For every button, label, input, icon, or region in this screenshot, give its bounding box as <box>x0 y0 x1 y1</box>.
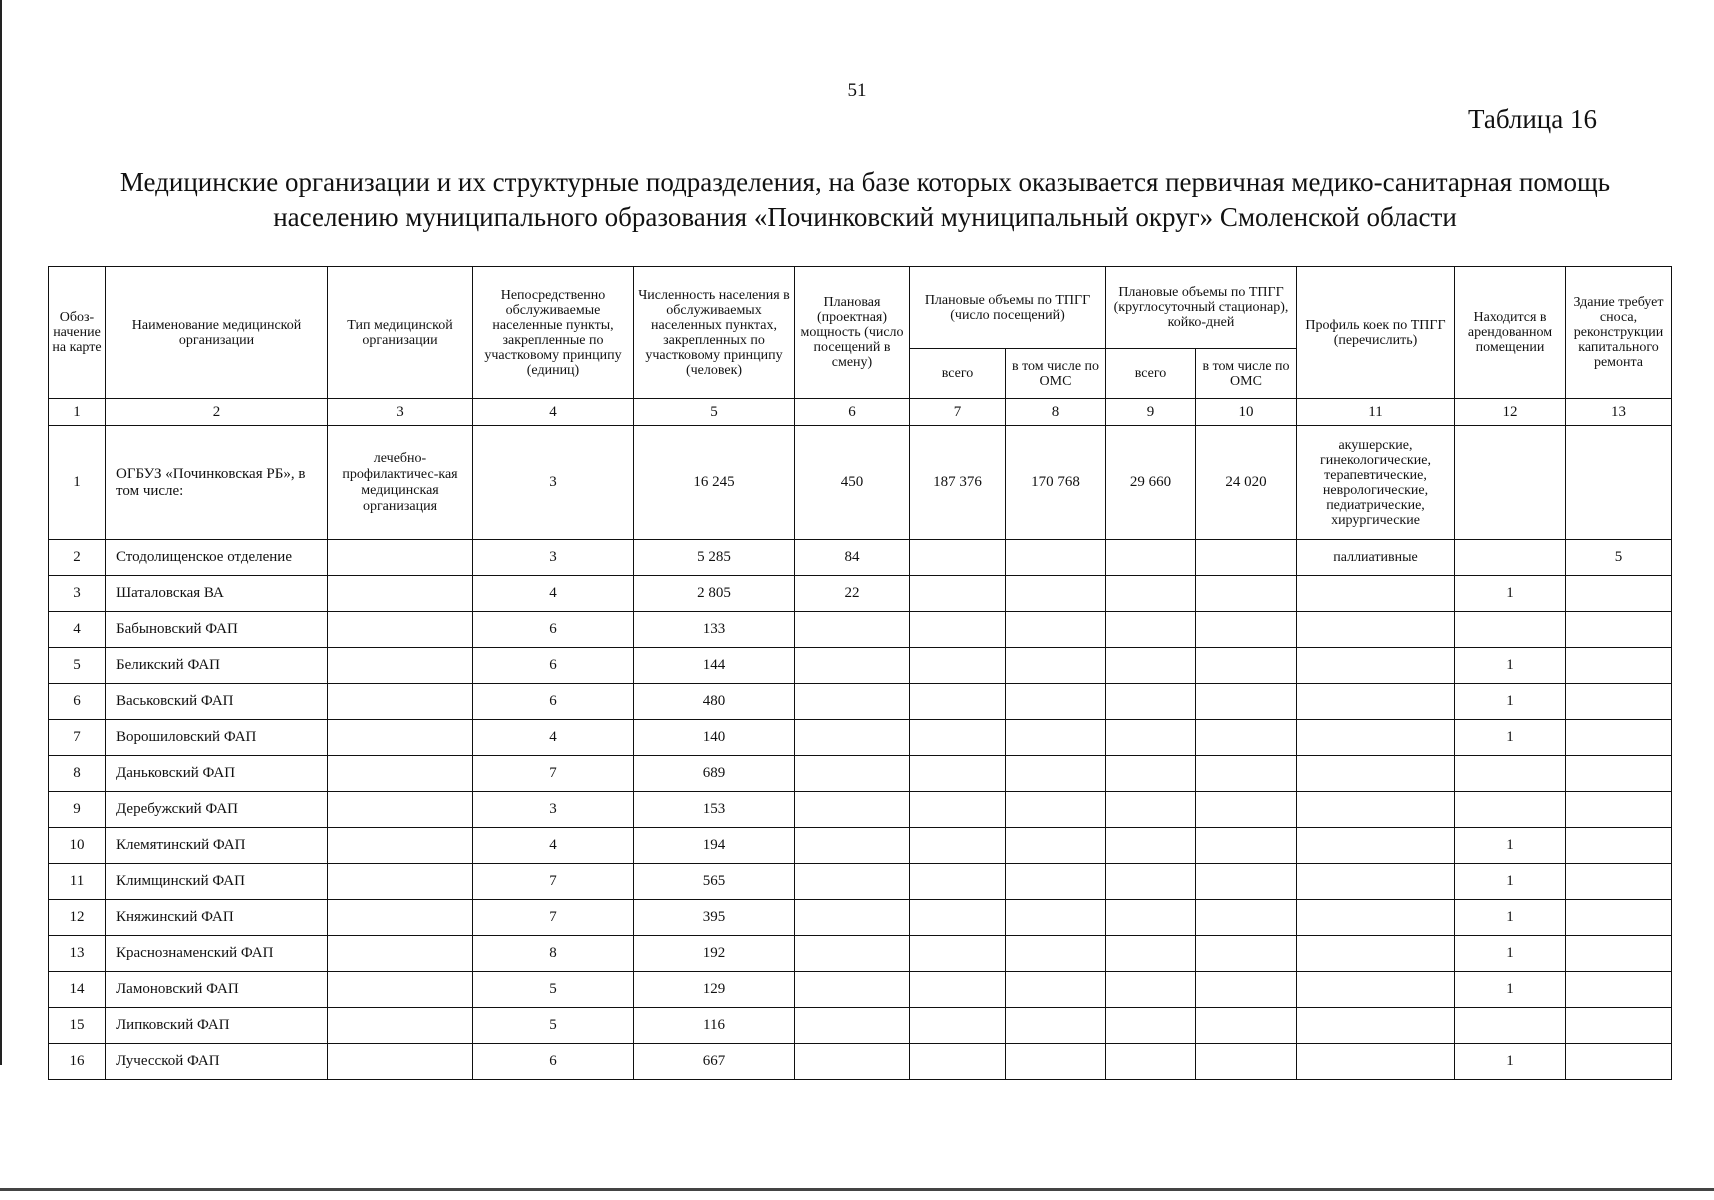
header-col-2: Наименование медицинской организации <box>106 267 328 399</box>
cell-profile <box>1297 1008 1455 1044</box>
cell-rented <box>1455 1008 1566 1044</box>
cell-type <box>328 972 473 1008</box>
cell-capacity: 22 <box>795 576 910 612</box>
cell-settlements: 5 <box>473 1008 634 1044</box>
cell-name: Клемятинский ФАП <box>106 828 328 864</box>
cell-capacity <box>795 864 910 900</box>
cell-beddays-oms <box>1196 612 1297 648</box>
cell-visits-total <box>910 1044 1006 1080</box>
cell-name: Липковский ФАП <box>106 1008 328 1044</box>
cell-rebuild <box>1566 972 1672 1008</box>
cell-n: 8 <box>49 756 106 792</box>
cell-name: Климщинский ФАП <box>106 864 328 900</box>
column-number: 1 <box>49 399 106 426</box>
cell-profile <box>1297 792 1455 828</box>
column-number: 2 <box>106 399 328 426</box>
cell-beddays-oms <box>1196 972 1297 1008</box>
cell-beddays-total <box>1106 1044 1196 1080</box>
cell-name: Ламоновский ФАП <box>106 972 328 1008</box>
cell-beddays-total <box>1106 540 1196 576</box>
cell-settlements: 3 <box>473 426 634 540</box>
cell-visits-oms <box>1006 864 1106 900</box>
cell-n: 7 <box>49 720 106 756</box>
cell-n: 9 <box>49 792 106 828</box>
cell-visits-total <box>910 540 1006 576</box>
cell-beddays-oms <box>1196 864 1297 900</box>
header-col-8: в том числе по ОМС <box>1006 349 1106 399</box>
cell-settlements: 4 <box>473 576 634 612</box>
cell-capacity <box>795 648 910 684</box>
cell-type <box>328 576 473 612</box>
cell-rebuild <box>1566 864 1672 900</box>
column-number: 10 <box>1196 399 1297 426</box>
column-number: 5 <box>634 399 795 426</box>
cell-n: 11 <box>49 864 106 900</box>
column-number: 4 <box>473 399 634 426</box>
header-col-12: Находится в арендованном помещении <box>1455 267 1566 399</box>
cell-profile <box>1297 720 1455 756</box>
cell-visits-total <box>910 612 1006 648</box>
table-row <box>49 576 1672 612</box>
cell-population: 480 <box>634 684 795 720</box>
header-col-1: Обоз-начение на карте <box>49 267 106 399</box>
cell-name: Шаталовская ВА <box>106 576 328 612</box>
cell-population: 689 <box>634 756 795 792</box>
cell-beddays-total <box>1106 936 1196 972</box>
cell-capacity <box>795 972 910 1008</box>
cell-beddays-total <box>1106 900 1196 936</box>
cell-type <box>328 1044 473 1080</box>
cell-n: 12 <box>49 900 106 936</box>
cell-capacity: 84 <box>795 540 910 576</box>
cell-capacity <box>795 1044 910 1080</box>
table-row <box>49 900 1672 936</box>
cell-visits-total <box>910 828 1006 864</box>
cell-population: 116 <box>634 1008 795 1044</box>
cell-settlements: 8 <box>473 936 634 972</box>
cell-capacity <box>795 828 910 864</box>
cell-population: 194 <box>634 828 795 864</box>
title-line-2: населению муниципального образования «Починковский муниципальный округ» Смоленской области <box>273 202 1457 232</box>
cell-profile <box>1297 972 1455 1008</box>
cell-visits-oms <box>1006 720 1106 756</box>
cell-rented: 1 <box>1455 648 1566 684</box>
cell-profile <box>1297 1044 1455 1080</box>
cell-settlements: 7 <box>473 756 634 792</box>
cell-population: 144 <box>634 648 795 684</box>
cell-type <box>328 540 473 576</box>
cell-visits-total <box>910 756 1006 792</box>
cell-n: 10 <box>49 828 106 864</box>
table-row <box>49 540 1672 576</box>
cell-beddays-oms <box>1196 936 1297 972</box>
cell-rented: 1 <box>1455 864 1566 900</box>
cell-rented <box>1455 540 1566 576</box>
cell-capacity: 450 <box>795 426 910 540</box>
header-col-3: Тип медицинской организации <box>328 267 473 399</box>
cell-name: Даньковский ФАП <box>106 756 328 792</box>
table-row <box>49 648 1672 684</box>
header-group-visits: Плановые объемы по ТПГГ (число посещений) <box>910 267 1106 349</box>
cell-rebuild <box>1566 720 1672 756</box>
page-left-edge <box>0 0 2 1065</box>
cell-profile <box>1297 684 1455 720</box>
cell-rented: 1 <box>1455 576 1566 612</box>
cell-rented: 1 <box>1455 972 1566 1008</box>
cell-visits-total <box>910 900 1006 936</box>
cell-visits-total <box>910 792 1006 828</box>
header-col-5: Численность населения в обслуживаемых населенных пунктах, закрепленных по участковому принципу (человек) <box>634 267 795 399</box>
cell-visits-oms <box>1006 576 1106 612</box>
cell-beddays-oms: 24 020 <box>1196 426 1297 540</box>
header-col-9: всего <box>1106 349 1196 399</box>
cell-beddays-oms <box>1196 720 1297 756</box>
cell-settlements: 7 <box>473 864 634 900</box>
cell-capacity <box>795 1008 910 1044</box>
cell-rebuild <box>1566 648 1672 684</box>
cell-visits-oms <box>1006 936 1106 972</box>
cell-n: 6 <box>49 684 106 720</box>
cell-settlements: 6 <box>473 684 634 720</box>
cell-beddays-total <box>1106 972 1196 1008</box>
table-row <box>49 684 1672 720</box>
cell-type <box>328 936 473 972</box>
table-body <box>49 399 1672 1080</box>
column-number: 9 <box>1106 399 1196 426</box>
cell-population: 140 <box>634 720 795 756</box>
cell-rented <box>1455 426 1566 540</box>
cell-beddays-oms <box>1196 1008 1297 1044</box>
cell-rebuild <box>1566 426 1672 540</box>
cell-rebuild <box>1566 684 1672 720</box>
cell-visits-total <box>910 720 1006 756</box>
cell-rebuild <box>1566 792 1672 828</box>
cell-beddays-oms <box>1196 900 1297 936</box>
cell-profile <box>1297 828 1455 864</box>
cell-visits-oms <box>1006 612 1106 648</box>
cell-type <box>328 648 473 684</box>
header-col-13: Здание требует сноса, реконструкции капитального ремонта <box>1566 267 1672 399</box>
cell-n: 4 <box>49 612 106 648</box>
cell-visits-total <box>910 576 1006 612</box>
cell-visits-oms: 170 768 <box>1006 426 1106 540</box>
cell-beddays-total <box>1106 720 1196 756</box>
column-number: 13 <box>1566 399 1672 426</box>
column-number: 7 <box>910 399 1006 426</box>
cell-rented: 1 <box>1455 684 1566 720</box>
cell-settlements: 3 <box>473 540 634 576</box>
cell-type <box>328 900 473 936</box>
cell-rented: 1 <box>1455 1044 1566 1080</box>
document-title <box>40 165 1690 235</box>
cell-type: лечебно-профилактичес-кая медицинская организация <box>328 426 473 540</box>
cell-visits-total <box>910 684 1006 720</box>
cell-type <box>328 756 473 792</box>
cell-name: Краснознаменский ФАП <box>106 936 328 972</box>
cell-type <box>328 864 473 900</box>
cell-name: Бабыновский ФАП <box>106 612 328 648</box>
cell-rebuild <box>1566 1008 1672 1044</box>
cell-visits-oms <box>1006 1044 1106 1080</box>
column-number-row <box>49 399 1672 426</box>
cell-beddays-oms <box>1196 792 1297 828</box>
table-row <box>49 612 1672 648</box>
cell-beddays-total <box>1106 576 1196 612</box>
cell-n: 16 <box>49 1044 106 1080</box>
cell-n: 2 <box>49 540 106 576</box>
cell-rebuild <box>1566 1044 1672 1080</box>
cell-beddays-oms <box>1196 576 1297 612</box>
cell-beddays-oms <box>1196 684 1297 720</box>
cell-population: 133 <box>634 612 795 648</box>
cell-capacity <box>795 756 910 792</box>
cell-name: Лучесской ФАП <box>106 1044 328 1080</box>
cell-settlements: 5 <box>473 972 634 1008</box>
cell-rented <box>1455 612 1566 648</box>
cell-name: Княжинский ФАП <box>106 900 328 936</box>
cell-visits-total <box>910 972 1006 1008</box>
header-col-10: в том числе по ОМС <box>1196 349 1297 399</box>
cell-name: Ворошиловский ФАП <box>106 720 328 756</box>
cell-beddays-oms <box>1196 828 1297 864</box>
cell-rented <box>1455 792 1566 828</box>
table-row <box>49 936 1672 972</box>
cell-beddays-total <box>1106 648 1196 684</box>
table-row <box>49 1008 1672 1044</box>
cell-capacity <box>795 684 910 720</box>
cell-beddays-oms <box>1196 540 1297 576</box>
page-bottom-edge <box>0 1188 1714 1191</box>
cell-beddays-oms <box>1196 648 1297 684</box>
cell-visits-total <box>910 1008 1006 1044</box>
cell-capacity <box>795 936 910 972</box>
cell-rebuild <box>1566 576 1672 612</box>
cell-n: 14 <box>49 972 106 1008</box>
cell-visits-oms <box>1006 1008 1106 1044</box>
cell-name: Васьковский ФАП <box>106 684 328 720</box>
cell-visits-total <box>910 648 1006 684</box>
cell-n: 3 <box>49 576 106 612</box>
cell-population: 153 <box>634 792 795 828</box>
cell-visits-oms <box>1006 900 1106 936</box>
cell-n: 15 <box>49 1008 106 1044</box>
cell-visits-total <box>910 936 1006 972</box>
cell-rebuild: 5 <box>1566 540 1672 576</box>
cell-name: ОГБУЗ «Починковская РБ», в том числе: <box>106 426 328 540</box>
cell-rented: 1 <box>1455 936 1566 972</box>
cell-rebuild <box>1566 828 1672 864</box>
cell-visits-oms <box>1006 828 1106 864</box>
cell-type <box>328 828 473 864</box>
header-col-7: всего <box>910 349 1006 399</box>
cell-profile <box>1297 648 1455 684</box>
cell-visits-total: 187 376 <box>910 426 1006 540</box>
cell-settlements: 4 <box>473 828 634 864</box>
cell-beddays-total <box>1106 756 1196 792</box>
cell-population: 395 <box>634 900 795 936</box>
cell-profile: акушерские, гинекологические, терапевтические, неврологические, педиатрические, хирургические <box>1297 426 1455 540</box>
cell-population: 192 <box>634 936 795 972</box>
table-row <box>49 792 1672 828</box>
cell-profile <box>1297 576 1455 612</box>
column-number: 8 <box>1006 399 1106 426</box>
cell-visits-oms <box>1006 972 1106 1008</box>
column-number: 3 <box>328 399 473 426</box>
cell-settlements: 3 <box>473 792 634 828</box>
cell-beddays-total <box>1106 612 1196 648</box>
cell-rented: 1 <box>1455 828 1566 864</box>
title-line-1: Медицинские организации и их структурные подразделения, на базе которых оказывается первичная медико-санитарная помощь <box>119 167 1611 197</box>
cell-name: Деребужский ФАП <box>106 792 328 828</box>
cell-name: Беликский ФАП <box>106 648 328 684</box>
cell-settlements: 6 <box>473 612 634 648</box>
cell-profile <box>1297 936 1455 972</box>
cell-visits-total <box>910 864 1006 900</box>
cell-beddays-total <box>1106 684 1196 720</box>
table-row <box>49 972 1672 1008</box>
cell-visits-oms <box>1006 756 1106 792</box>
cell-beddays-total <box>1106 1008 1196 1044</box>
table-row <box>49 1044 1672 1080</box>
table-label: Таблица 16 <box>1468 104 1597 134</box>
cell-visits-oms <box>1006 540 1106 576</box>
cell-name: Стодолищенское отделение <box>106 540 328 576</box>
cell-beddays-oms <box>1196 1044 1297 1080</box>
table-row <box>49 756 1672 792</box>
facilities-table <box>48 266 1672 1080</box>
cell-population: 565 <box>634 864 795 900</box>
cell-n: 13 <box>49 936 106 972</box>
cell-population: 129 <box>634 972 795 1008</box>
cell-type <box>328 684 473 720</box>
cell-visits-oms <box>1006 648 1106 684</box>
header-col-6: Плановая (проектная) мощность (число посещений в смену) <box>795 267 910 399</box>
cell-rebuild <box>1566 900 1672 936</box>
cell-settlements: 4 <box>473 720 634 756</box>
header-col-11: Профиль коек по ТПГГ (перечислить) <box>1297 267 1455 399</box>
cell-population: 2 805 <box>634 576 795 612</box>
cell-settlements: 7 <box>473 900 634 936</box>
table-row <box>49 720 1672 756</box>
cell-profile <box>1297 864 1455 900</box>
cell-profile: паллиативные <box>1297 540 1455 576</box>
cell-capacity <box>795 720 910 756</box>
cell-settlements: 6 <box>473 648 634 684</box>
cell-type <box>328 1008 473 1044</box>
cell-beddays-total: 29 660 <box>1106 426 1196 540</box>
column-number: 12 <box>1455 399 1566 426</box>
cell-profile <box>1297 612 1455 648</box>
table-row <box>49 828 1672 864</box>
cell-visits-oms <box>1006 792 1106 828</box>
header-col-4: Непосредственно обслуживаемые населенные пункты, закрепленные по участковому принципу (единиц) <box>473 267 634 399</box>
cell-rebuild <box>1566 936 1672 972</box>
cell-rebuild <box>1566 612 1672 648</box>
cell-type <box>328 792 473 828</box>
cell-population: 667 <box>634 1044 795 1080</box>
cell-capacity <box>795 792 910 828</box>
column-number: 11 <box>1297 399 1455 426</box>
cell-visits-oms <box>1006 684 1106 720</box>
table-row <box>49 864 1672 900</box>
cell-profile <box>1297 900 1455 936</box>
cell-rented <box>1455 756 1566 792</box>
table-row <box>49 426 1672 540</box>
column-number: 6 <box>795 399 910 426</box>
page-number: 51 <box>847 80 867 101</box>
cell-beddays-total <box>1106 792 1196 828</box>
cell-profile <box>1297 756 1455 792</box>
cell-capacity <box>795 612 910 648</box>
cell-n: 1 <box>49 426 106 540</box>
cell-n: 5 <box>49 648 106 684</box>
cell-type <box>328 612 473 648</box>
cell-rebuild <box>1566 756 1672 792</box>
cell-capacity <box>795 900 910 936</box>
header-row-1 <box>49 267 1672 349</box>
header-group-beddays: Плановые объемы по ТПГГ (круглосуточный стационар), койко-дней <box>1106 267 1297 349</box>
cell-rented: 1 <box>1455 900 1566 936</box>
cell-population: 16 245 <box>634 426 795 540</box>
cell-settlements: 6 <box>473 1044 634 1080</box>
cell-type <box>328 720 473 756</box>
cell-beddays-total <box>1106 864 1196 900</box>
cell-population: 5 285 <box>634 540 795 576</box>
cell-beddays-total <box>1106 828 1196 864</box>
cell-rented: 1 <box>1455 720 1566 756</box>
cell-beddays-oms <box>1196 756 1297 792</box>
